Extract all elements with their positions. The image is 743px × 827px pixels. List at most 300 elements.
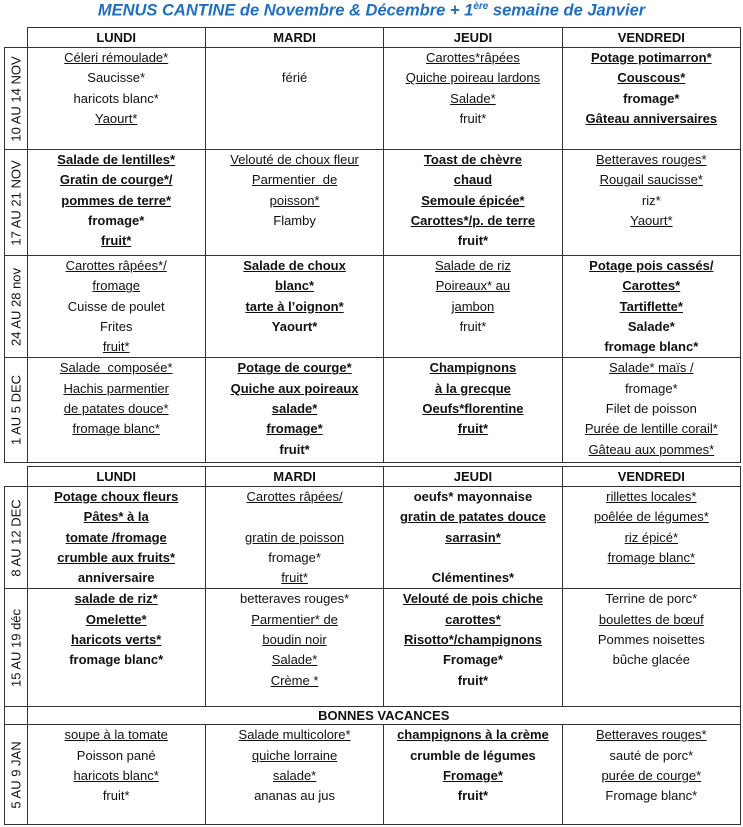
menu-item-text: fruit* xyxy=(459,110,487,126)
menu-item xyxy=(28,568,205,588)
menu-item-text: boudin noir xyxy=(262,632,327,648)
menu-item xyxy=(206,211,383,231)
menu-item xyxy=(384,317,561,337)
banner-spacer xyxy=(5,707,28,725)
menu-item-text: Flamby xyxy=(273,212,316,228)
week-row xyxy=(5,725,741,825)
menu-item xyxy=(563,548,740,568)
menu-item-text: Fromage* xyxy=(442,768,503,784)
menu-item xyxy=(28,786,205,806)
day-header-vendredi: VENDREDI xyxy=(562,467,740,487)
menu-item xyxy=(206,507,383,527)
menu-item xyxy=(28,399,205,419)
menu-item-text: Yaourt* xyxy=(630,212,673,228)
menu-item-text: Couscous* xyxy=(617,70,686,86)
menu-item xyxy=(384,256,561,276)
menu-item xyxy=(563,610,740,630)
menu-item-text: Champignons xyxy=(429,360,517,376)
menu-item xyxy=(563,358,740,378)
menu-item-text: Poireaux* au xyxy=(435,278,511,294)
menu-item xyxy=(563,150,740,170)
menu-item-text: Saucisse* xyxy=(87,70,146,86)
menu-item xyxy=(206,399,383,419)
menu-item-text: Rougail saucisse* xyxy=(599,172,703,188)
menu-item-text: Yaourt* xyxy=(94,110,138,126)
menu-item-text: rillettes locales* xyxy=(606,489,697,504)
menu-item xyxy=(384,671,561,691)
menu-cell-lundi xyxy=(27,487,205,589)
day-header-lundi: LUNDI xyxy=(27,467,205,487)
menu-item xyxy=(384,211,561,231)
week-label xyxy=(5,48,28,150)
menu-item-text: chaud xyxy=(453,172,493,188)
menu-item xyxy=(28,766,205,786)
menu-cell-jeudi xyxy=(384,48,562,150)
week-label xyxy=(5,358,28,463)
menu-item-text: de patates douce* xyxy=(63,401,169,417)
menu-item xyxy=(28,650,205,670)
week-label-text: 10 AU 14 NOV xyxy=(8,55,24,142)
menu-item-text: Potage pois cassés/ xyxy=(589,258,714,273)
menu-item xyxy=(563,440,740,460)
menu-item xyxy=(384,109,561,129)
menu-item xyxy=(206,568,383,588)
menu-item-text: fromage* xyxy=(623,90,680,106)
menu-item xyxy=(384,507,561,527)
menu-item-text: Quiche aux poireaux xyxy=(230,380,359,396)
menu-item xyxy=(384,48,561,68)
menu-item xyxy=(28,317,205,337)
menu-item xyxy=(28,48,205,68)
menu-item xyxy=(384,528,561,548)
menu-cell-mardi xyxy=(205,487,383,589)
week-row xyxy=(5,48,741,150)
menu-item-text: Salade* maïs / xyxy=(609,360,694,376)
menu-item-text: bûche glacée xyxy=(612,652,690,668)
menu-item-text: fruit* xyxy=(457,788,489,804)
menu-item xyxy=(206,766,383,786)
menu-item xyxy=(384,191,561,211)
day-header-vendredi: VENDREDI xyxy=(562,28,740,48)
week-row xyxy=(5,487,741,589)
menu-item-text: Betteraves rouges* xyxy=(596,727,707,743)
menu-item xyxy=(563,766,740,786)
menu-item xyxy=(206,256,383,276)
menu-item xyxy=(206,317,383,337)
menu-item xyxy=(384,379,561,399)
menu-item-text: Parmentier* de xyxy=(251,611,338,627)
menu-item xyxy=(28,68,205,88)
menu-item xyxy=(563,746,740,766)
menu-cell-vendredi xyxy=(562,725,740,825)
day-header-jeudi: JEUDI xyxy=(384,467,562,487)
menu-item xyxy=(28,725,205,745)
header-corner xyxy=(5,467,28,487)
menu-item-text: betteraves rouges* xyxy=(240,591,350,607)
menu-item-text: Betteraves rouges* xyxy=(596,152,707,167)
menu-item xyxy=(563,109,740,129)
menu-item xyxy=(384,399,561,419)
menu-item-text: oeufs* mayonnaise xyxy=(413,489,533,504)
menu-item-text: purée de courge* xyxy=(601,768,702,784)
menu-item xyxy=(28,358,205,378)
week-label xyxy=(5,487,28,589)
menu-item-text: Filet de poisson xyxy=(605,401,697,417)
menu-item xyxy=(563,276,740,296)
menu-item xyxy=(563,786,740,806)
menu-item xyxy=(384,786,561,806)
day-header-mardi: MARDI xyxy=(205,467,383,487)
menu-item xyxy=(206,191,383,211)
menu-cell-vendredi xyxy=(562,358,740,463)
menu-item xyxy=(563,89,740,109)
menu-item xyxy=(206,150,383,170)
menu-item-text: Carottes râpées/ xyxy=(246,489,343,504)
menu-item xyxy=(384,610,561,630)
menu-item-text: crumble de légumes xyxy=(410,747,536,763)
menu-item-text: Poisson pané xyxy=(76,747,156,763)
menu-item-text: anniversaire xyxy=(77,570,155,586)
menu-item-text: Carottes*/p. de terre xyxy=(410,212,536,228)
menu-item-text: fruit* xyxy=(102,788,130,804)
menu-item xyxy=(28,170,205,190)
menu-item xyxy=(206,297,383,317)
menu-item xyxy=(563,528,740,548)
menu-item-text: poisson* xyxy=(269,192,320,208)
menu-item-text: fruit* xyxy=(281,570,308,586)
menu-cell-jeudi xyxy=(384,256,562,358)
menu-item xyxy=(28,746,205,766)
week-row xyxy=(5,150,741,256)
menu-item xyxy=(206,170,383,190)
menu-item xyxy=(206,528,383,548)
menu-cell-lundi xyxy=(27,48,205,150)
menu-item xyxy=(563,48,740,68)
week-label-text: 17 AU 21 NOV xyxy=(8,159,24,246)
menu-item xyxy=(384,419,561,439)
menu-item xyxy=(206,671,383,691)
menu-cell-vendredi xyxy=(562,48,740,150)
title-text: MENUS CANTINE de Novembre & Décembre + 1 xyxy=(97,1,474,20)
title-text-end: semaine de Janvier xyxy=(488,1,646,20)
menu-item-text: Toast de chèvre xyxy=(423,152,522,167)
menu-table-november xyxy=(4,27,741,463)
menu-item-text: fruit* xyxy=(457,233,489,249)
menu-item-text: champignons à la crème xyxy=(397,727,549,743)
menu-item-text: à la grecque xyxy=(435,380,511,396)
menu-item xyxy=(384,568,561,588)
menu-item xyxy=(384,89,561,109)
menu-item xyxy=(384,725,561,745)
menu-item-text: Carottes*râpées xyxy=(425,50,520,65)
menu-item-text: Salade* xyxy=(627,318,675,334)
menu-cell-jeudi xyxy=(384,589,562,707)
menu-item xyxy=(28,231,205,251)
menu-item xyxy=(206,440,383,460)
menu-item-text: gratin de patates douce xyxy=(399,509,546,525)
menu-item xyxy=(206,746,383,766)
menu-item-text: Potage de courge* xyxy=(237,360,352,376)
menu-item-text: tomate /fromage xyxy=(65,529,167,545)
menu-item-text: fruit* xyxy=(102,339,130,355)
menu-item-text: Céleri rémoulade* xyxy=(64,50,169,65)
menu-item-text: Salade de choux xyxy=(243,258,346,273)
menu-item-text: fruit* xyxy=(459,318,487,334)
week-label-text: 5 AU 9 JAN xyxy=(8,741,24,809)
menu-item-text: Potage potimarron* xyxy=(591,50,712,65)
menu-item-text: fromage* xyxy=(266,421,323,437)
menu-item xyxy=(384,170,561,190)
day-header-row xyxy=(5,467,741,487)
menu-item-text: Salade composée* xyxy=(59,360,173,376)
menu-item xyxy=(28,419,205,439)
menu-item-text: haricots blanc* xyxy=(73,90,159,106)
banner-row xyxy=(5,707,741,725)
menu-item xyxy=(28,297,205,317)
menu-item xyxy=(563,399,740,419)
menu-item xyxy=(28,548,205,568)
menu-item xyxy=(384,650,561,670)
day-header-row xyxy=(5,28,741,48)
page-title xyxy=(0,1,743,21)
menu-cell-jeudi xyxy=(384,150,562,256)
menu-cell-vendredi xyxy=(562,487,740,589)
menu-item-text: salade* xyxy=(272,768,317,784)
menu-cell-lundi xyxy=(27,358,205,463)
menu-item xyxy=(563,256,740,276)
menu-item-text: fruit* xyxy=(279,441,310,457)
day-header-lundi: LUNDI xyxy=(27,28,205,48)
menu-item xyxy=(28,528,205,548)
week-label xyxy=(5,150,28,256)
week-label xyxy=(5,589,28,707)
menu-item-text: sauté de porc* xyxy=(609,747,694,763)
menu-item xyxy=(206,650,383,670)
menu-item-text: Quiche poireau lardons xyxy=(405,70,541,86)
menu-item-text: haricots blanc* xyxy=(73,768,159,784)
menu-item-text: blanc* xyxy=(275,278,315,294)
menu-item-text: fromage blanc* xyxy=(607,549,696,565)
menu-table-december xyxy=(4,466,741,825)
menu-item-text: Carottes râpées*/ xyxy=(65,258,167,273)
menu-item-text: Tartiflette* xyxy=(619,298,683,314)
menu-item-text: Salade* xyxy=(450,90,496,106)
menu-item-text: Salade de lentilles* xyxy=(57,152,176,167)
menu-item-text: salade de riz* xyxy=(74,591,158,607)
menu-cell-mardi xyxy=(205,150,383,256)
menu-cell-jeudi xyxy=(384,725,562,825)
menu-item-text: fromage blanc* xyxy=(69,652,164,668)
menu-item-text: Risotto*/champignons xyxy=(403,632,542,648)
menu-item xyxy=(563,211,740,231)
week-label-text: 15 AU 19 déc xyxy=(8,608,24,688)
week-row xyxy=(5,589,741,707)
menu-item xyxy=(206,379,383,399)
menu-item xyxy=(206,786,383,806)
menu-item xyxy=(563,191,740,211)
menu-item-text: férié xyxy=(281,70,308,86)
menu-cell-mardi xyxy=(205,48,383,150)
menu-item xyxy=(563,487,740,507)
menu-item xyxy=(384,276,561,296)
menu-item xyxy=(563,589,740,609)
menu-cell-mardi xyxy=(205,725,383,825)
menu-item-text: Carottes* xyxy=(622,278,681,294)
menu-item xyxy=(563,419,740,439)
menu-item xyxy=(206,358,383,378)
menu-item xyxy=(563,630,740,650)
menu-item xyxy=(563,68,740,88)
menu-cell-jeudi xyxy=(384,487,562,589)
menu-item xyxy=(563,650,740,670)
menu-item-text: Salade de riz xyxy=(434,258,511,273)
menu-item xyxy=(206,487,383,507)
menu-item-text: Oeufs*florentine xyxy=(422,401,524,417)
menu-item xyxy=(28,507,205,527)
menu-item xyxy=(28,610,205,630)
week-label-text: 8 AU 12 DEC xyxy=(8,499,24,577)
menu-item-text: Cuisse de poulet xyxy=(67,298,165,314)
menu-cell-lundi xyxy=(27,589,205,707)
day-header-jeudi: JEUDI xyxy=(384,28,562,48)
menu-item-text: Omelette* xyxy=(85,611,147,627)
menu-item xyxy=(206,548,383,568)
menu-item-text: Crème * xyxy=(270,672,319,688)
menu-item xyxy=(384,297,561,317)
menu-item xyxy=(384,487,561,507)
menu-item xyxy=(206,610,383,630)
menu-item-text: Yaourt* xyxy=(271,318,318,334)
menu-cell-vendredi xyxy=(562,256,740,358)
menu-item-text: Frites xyxy=(99,318,133,334)
menu-cell-mardi xyxy=(205,256,383,358)
menu-item xyxy=(206,276,383,296)
header-corner xyxy=(5,28,28,48)
menu-item-text: Fromage blanc* xyxy=(605,788,698,804)
menu-item xyxy=(384,589,561,609)
menu-item-text: Clémentines* xyxy=(431,570,515,586)
menu-item xyxy=(384,548,561,568)
menu-item-text: Gratin de courge*/ xyxy=(59,172,173,188)
menu-item-text: Semoule épicée* xyxy=(421,192,525,208)
menu-item xyxy=(28,109,205,129)
holiday-banner: BONNES VACANCES xyxy=(27,707,741,725)
menu-item xyxy=(206,630,383,650)
menu-item xyxy=(206,68,383,88)
menu-item-text: Salade* xyxy=(271,652,318,668)
menu-item xyxy=(28,191,205,211)
menu-item xyxy=(563,379,740,399)
week-row xyxy=(5,256,741,358)
menu-item xyxy=(206,589,383,609)
menu-item xyxy=(384,231,561,251)
day-header-mardi: MARDI xyxy=(205,28,383,48)
menu-item-text: Parmentier de xyxy=(251,172,338,188)
menu-cell-mardi xyxy=(205,358,383,463)
menu-item-text: Pommes noisettes xyxy=(597,632,705,648)
menu-item xyxy=(206,48,383,68)
menu-item-text: fromage xyxy=(92,278,141,294)
menu-item xyxy=(28,487,205,507)
menu-item-text: boulettes de bœuf xyxy=(598,611,704,627)
menu-item xyxy=(28,337,205,357)
menu-item xyxy=(384,630,561,650)
menu-item-text: Velouté de pois chiche xyxy=(402,591,544,607)
menu-item-text: soupe à la tomate xyxy=(64,727,168,743)
menu-item-text: crumble aux fruits* xyxy=(57,549,176,565)
menu-item-text: fruit* xyxy=(101,233,132,249)
menu-item-text: Purée de lentille corail* xyxy=(584,421,718,437)
menu-item xyxy=(28,589,205,609)
menu-item-text: jambon xyxy=(451,298,495,314)
menu-item-text: poêlée de légumes* xyxy=(593,509,709,525)
menu-item xyxy=(28,379,205,399)
menu-item xyxy=(563,507,740,527)
menu-item xyxy=(563,170,740,190)
menu-cell-lundi xyxy=(27,725,205,825)
menu-item xyxy=(28,89,205,109)
menu-item-text: Gâteau aux pommes* xyxy=(588,441,715,457)
menu-cell-jeudi xyxy=(384,358,562,463)
menu-item xyxy=(563,337,740,357)
menu-item-text: Potage choux fleurs xyxy=(54,489,179,504)
menu-item xyxy=(28,150,205,170)
menu-item-text: carottes* xyxy=(445,611,501,627)
menu-item-text: pommes de terre* xyxy=(61,192,172,208)
menu-item-text: fromage* xyxy=(268,549,321,565)
menu-item-text: Hachis parmentier xyxy=(63,380,169,396)
menu-item xyxy=(28,276,205,296)
menu-item-text: fruit* xyxy=(457,421,489,437)
week-label-text: 1 AU 5 DEC xyxy=(8,375,24,446)
menu-item-text: riz* xyxy=(641,192,661,208)
menu-item-text: fromage blanc* xyxy=(604,339,699,355)
menu-item xyxy=(563,725,740,745)
menu-item-text: fromage blanc* xyxy=(72,421,160,437)
menu-item xyxy=(384,150,561,170)
menu-item xyxy=(28,630,205,650)
menu-item xyxy=(563,297,740,317)
week-label xyxy=(5,256,28,358)
title-superscript: ère xyxy=(473,1,489,12)
menu-item-text: fromage* xyxy=(88,212,145,228)
menu-item-text: fromage* xyxy=(624,380,678,396)
menu-item xyxy=(384,766,561,786)
menu-item-text: ananas au jus xyxy=(254,788,336,804)
menu-cell-lundi xyxy=(27,150,205,256)
week-row xyxy=(5,358,741,463)
menu-cell-vendredi xyxy=(562,589,740,707)
menu-item-text: Gâteau anniversaires xyxy=(585,110,718,126)
menu-item xyxy=(384,358,561,378)
week-label xyxy=(5,725,28,825)
week-label-text: 24 AU 28 nov xyxy=(8,267,24,346)
menu-item-text: Fromage* xyxy=(442,652,503,668)
menu-item xyxy=(206,419,383,439)
menu-item xyxy=(384,68,561,88)
menu-cell-mardi xyxy=(205,589,383,707)
menu-item xyxy=(384,746,561,766)
menu-item-text: haricots verts* xyxy=(71,632,162,648)
menu-item-text: Pâtes* à la xyxy=(83,509,149,525)
menu-cell-lundi xyxy=(27,256,205,358)
menu-item-text: fruit* xyxy=(457,672,489,688)
menu-item-text: Salade multicolore* xyxy=(238,727,351,743)
menu-item xyxy=(206,725,383,745)
menu-item-text: salade* xyxy=(271,401,318,417)
menu-item xyxy=(28,256,205,276)
menu-cell-vendredi xyxy=(562,150,740,256)
